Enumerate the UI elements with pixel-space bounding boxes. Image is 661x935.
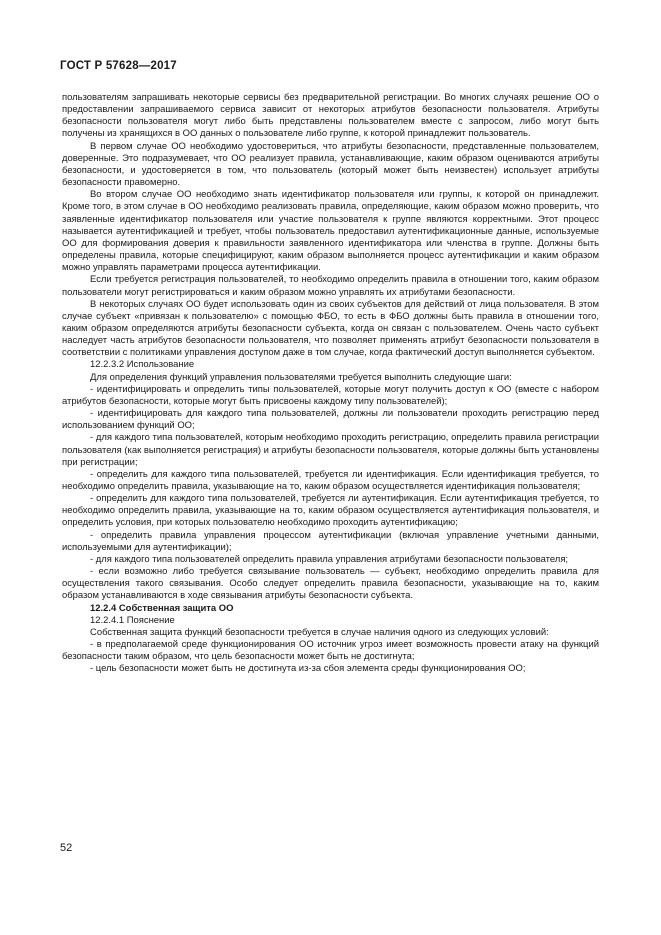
paragraph: пользователям запрашивать некоторые сервисы без предварительной регистрации. Во многих случаях решение ОО о предоставлении запрашиваемого сервиса зависит от некоторых атрибутов безопасности пользователя. Атрибуты безопасности пользователя могут либо быть представлены пользователем вместе с запросом, либо могут быть получены из хранящихся в ОО данных о пользователе либо группе, к которой принадлежит пользователь. [62, 92, 599, 140]
paragraph: Собственная защита функций безопасности требуется в случае наличия одного из следующих условий: [90, 626, 549, 638]
paragraph: В первом случае ОО необходимо удостовериться, что атрибуты безопасности, представленные пользователем, доверенные. Это подразумевает, что ОО реализует правила, устанавливающие, каким образом оцениваются атрибуты безопасности, и удостоверяется в том, что пользователь (который может быть неизвестен) использует атрибуты безопасности правомерно. [62, 140, 599, 189]
list-item: - цель безопасности может быть не достигнута из-за сбоя элемента среды функционирования ОО; [90, 663, 526, 675]
paragraph: Для определения функций управления пользователями требуется выполнить следующие шаги: [90, 371, 512, 383]
section-heading: 12.2.4.1 Пояснение [90, 614, 175, 626]
list-item: - идентифицировать для каждого типа пользователей, должны ли пользователи проходить регистрацию перед использованием функций ОО; [62, 408, 599, 432]
list-item: - определить правила управления процессом аутентификации (включая управление учетными данными, используемыми для аутентификации); [62, 529, 599, 553]
paragraph: Во втором случае ОО необходимо знать идентификатор пользователя или группы, к которой он принадлежит. Кроме того, в этом случае в ОО необходимо реализовать правила, определяющие, каким образом можно проверить, что заявленные идентификатор пользователя или участие пользователя к группе являются корректными. Этот процесс называется аутентификацией и требует, чтобы пользователь предоставил аутентификационные данные, используемые ОО для формирования доверия к правильности заявленного идентификатора или членства в группе. Должны быть определены правила, которые специфицируют, каким образом выполняется процесс аутентификации и каким образом можно управлять параметрами процесса аутентификации. [62, 189, 599, 274]
section-heading: 12.2.3.2 Использование [90, 359, 195, 371]
list-item: - если возможно либо требуется связывание пользователь — субъект, необходимо определить правила для осуществления такого связывания. Особо следует определить правила безопасности, указывающие на то, каким образом устанавливаются в ходе связывания атрибуты безопасности субъекта. [62, 566, 599, 602]
list-item: - для каждого типа пользователей, которым необходимо проходить регистрацию, определить правила регистрации пользователя (как выполняется регистрация) и атрибуты безопасности пользователя, которые должны быть установлены при регистрации; [62, 432, 599, 468]
paragraph: В некоторых случаях ОО будет использовать один из своих субъектов для действий от лица пользователя. В этом случае субъект «привязан к пользователю» с помощью ФБО, то есть в ФБО должны быть правила в отношении того, каким образом определяются атрибуты безопасности субъекта, когда он связан с пользователем. Очень часто субъект наследует часть атрибутов безопасности пользователя, что позволяет применять атрибут безопасности пользователя в соответствии с политиками управления доступом даже в том случае, когда фактический доступ выполняется субъектом. [62, 298, 599, 359]
page-number: 52 [60, 842, 73, 854]
document-header: ГОСТ Р 57628—2017 [60, 60, 177, 72]
list-item: - для каждого типа пользователей определить правила управления атрибутами безопасности пользователя; [90, 553, 569, 565]
list-item: - в предполагаемой среде функционирования ОО источник угроз имеет возможность провести атаку на функций безопасности таким образом, что цель безопасности может быть не достигнута; [62, 639, 599, 663]
list-item: - определить для каждого типа пользователей, требуется ли идентификация. Если идентификация требуется, то необходимо определить правила, указывающие на то, каким образом осуществляется идентификация пользователя; [62, 468, 599, 492]
document-body [62, 92, 599, 676]
list-item: - определить для каждого типа пользователей, требуется ли аутентификация. Если аутентификация требуется, то необходимо определить правила, указывающие на то, каким образом осуществляется аутентификация пользователя, и определить условия, при которых пользователю необходимо проходить аутентификацию; [62, 493, 599, 529]
section-heading-bold: 12.2.4 Собственная защита ОО [90, 602, 234, 614]
paragraph: Если требуется регистрация пользователей, то необходимо определить правила в отношении того, каким образом пользователи могут регистрироваться и каким образом можно управлять их атрибутами безопасности. [62, 274, 599, 298]
list-item: - идентифицировать и определить типы пользователей, которые могут получить доступ к ОО (вместе с набором атрибутов безопасности, которые могут быть присвоены каждому типу пользователей); [62, 383, 599, 407]
